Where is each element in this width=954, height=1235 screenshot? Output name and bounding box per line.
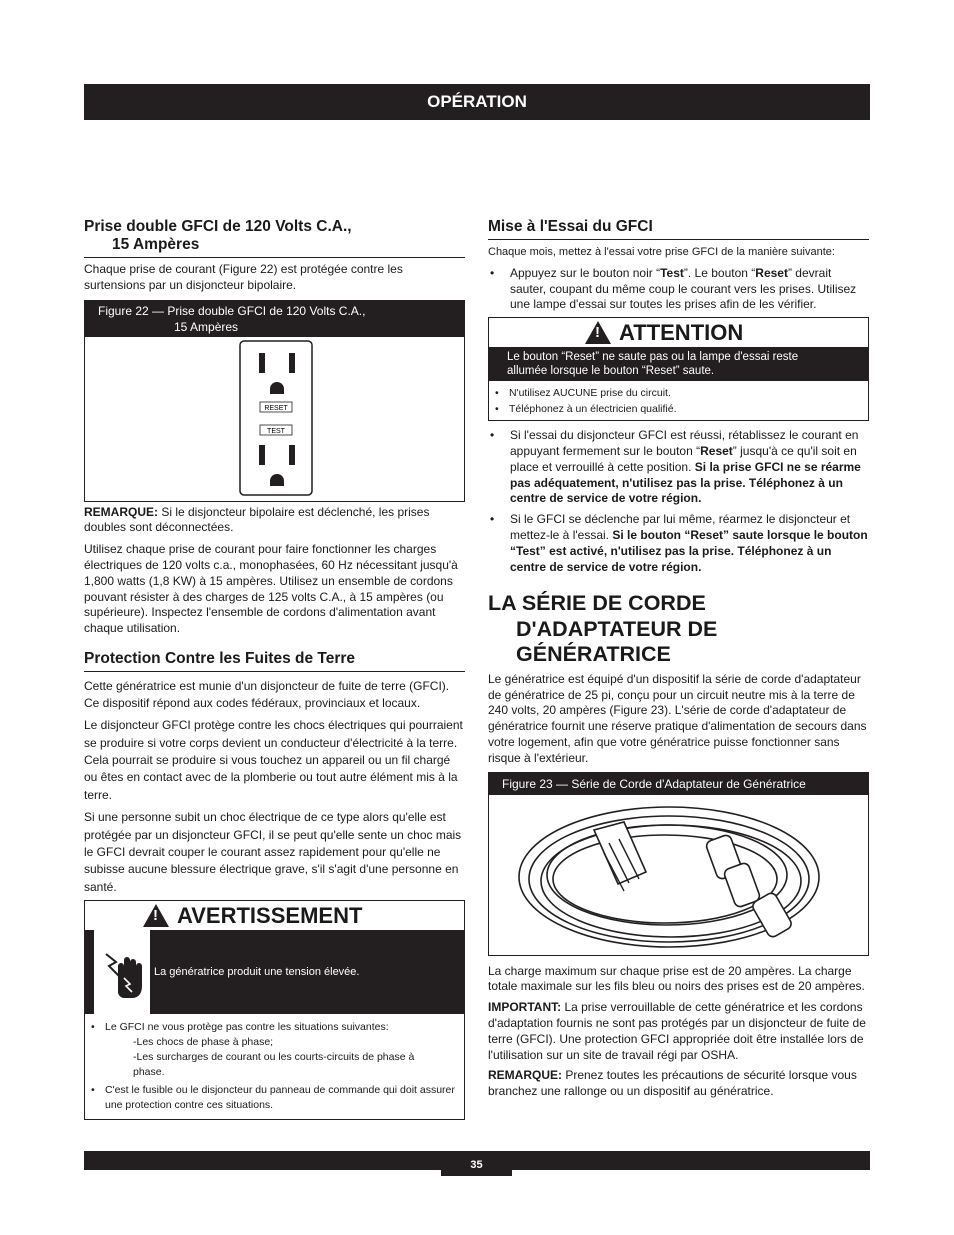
- section-header: OPÉRATION: [84, 84, 870, 120]
- list-item: [89, 1020, 458, 1080]
- attention-banner: Le bouton “Reset” ne saute pas ou la lampe d'essai reste allumée lorsque le bouton “Reset” saute.: [489, 347, 868, 381]
- adapter-cord-illustration: [489, 795, 868, 955]
- list-item: • Téléphonez à un électricien qualifié.: [493, 401, 862, 417]
- figure-22: [84, 300, 465, 502]
- heading-line-2: 15 Ampères: [112, 236, 200, 253]
- text: Si le GFCI se déclenche par lui même, réarmez le disjoncteur et mettez-le à l'essai.: [510, 512, 851, 542]
- attention-list: [489, 381, 868, 420]
- list-item: [488, 428, 869, 507]
- title-line-2: D'ADAPTATEUR DE: [516, 616, 718, 641]
- note-label: REMARQUE:: [84, 504, 158, 519]
- list-item: • C'est le fusible ou le disjoncteur du panneau de commande qui doit assurer une protection contre ces situations.: [89, 1083, 458, 1113]
- paragraph: Chaque prise de courant (Figure 22) est protégée contre les surtensions par un disjoncteur bipolaire.: [84, 262, 403, 292]
- text-bold: Reset: [755, 265, 788, 280]
- important-paragraph: [488, 1000, 869, 1063]
- warning-triangle-icon: [585, 321, 611, 344]
- test-steps-list: [488, 266, 869, 313]
- paragraph: Le génératrice est équipé d'un dispositif la série de corde d'adaptateur de génératrice de 25 pi, conçu pour un circuit neutre mis à la terre de 240 volts, 20 ampères (Figure 23). L'série de corde d'adaptateur de génératrice fournit une réserve pratique d'alimentation de secours dans votre logement, afin que votre génératrice puisse fonctionner sans risque à l'extérieur.: [488, 671, 867, 765]
- paragraph: Chaque mois, mettez à l'essai votre prise GFCI de la manière suivante:: [488, 246, 835, 258]
- paragraph: Cette génératrice est munie d'un disjoncteur de fuite de terre (GFCI). Ce dispositif répond aux codes fédéraux, provinciaux et locaux.: [84, 678, 450, 710]
- list-item: • N'utilisez AUCUNE prise du circuit.: [493, 385, 862, 401]
- attention-title: ATTENTION: [619, 320, 744, 346]
- text-bold: Si la prise GFCI ne se réarme pas adéquatement, n'utilisez pas la prise. Téléphonez à un centre de service de votre région.: [510, 459, 861, 506]
- heading-gfci-outlet: [84, 218, 465, 258]
- warning-box: [84, 900, 465, 1120]
- reset-label: RESET: [264, 404, 288, 412]
- warning-triangle-icon: [143, 904, 169, 927]
- text: ” jusqu'à ce qu'il soit en place et verrouillé à cette position.: [510, 443, 857, 474]
- caption-line-1: Figure 22 — Prise double GFCI de 120 Volts C.A.,: [98, 303, 366, 318]
- list-item-text: Le GFCI ne vous protège pas contre les situations suivantes:: [105, 1021, 389, 1034]
- warning-banner: [85, 930, 464, 1014]
- warning-list: [85, 1014, 464, 1119]
- text-bold: Test: [660, 265, 684, 280]
- attention-header: [489, 318, 868, 347]
- sub-item: -Les chocs de phase à phase;: [133, 1036, 274, 1049]
- note-text: Prenez toutes les précautions de sécurité lorsque vous branchez une rallonge ou un dispositif au génératrice.: [488, 1068, 857, 1099]
- text: Si l'essai du disjoncteur GFCI est réussi, rétablissez le courant en appuyant fermement sur le bouton “: [510, 428, 859, 458]
- figure-image: [85, 337, 464, 501]
- warning-header: [85, 901, 464, 930]
- important-text: La prise verrouillable de cette génératrice et les cordons d'adaptation fournis ne sont pas protégés par un disjoncteur de fuite de terre (GFCI). Une protection GFCI appropriée doit être installée lors de l'utilisation sur un site de travail régi par OSHA.: [488, 1000, 866, 1062]
- text: ” devrait sauter, coupant du même coup le courant vers les prises. Utilisez une lampe d'essai sur toutes les prises afin de les vérifier.: [510, 265, 857, 312]
- paragraph: Si une personne subit un choc électrique de ce type alors qu'elle est protégée par un disjoncteur GFCI, il se peut qu'elle sente un choc mais le GFCI devrait couper le courant assez rapidement pour qu'elle ne subisse aucune blessure électrique grave, s'il s'agit d'une personne en santé.: [84, 810, 462, 894]
- right-column: [488, 218, 869, 1100]
- note-paragraph: [488, 1068, 869, 1100]
- caption-line-2: 15 Ampères: [174, 319, 239, 334]
- note-paragraph: [84, 505, 465, 537]
- warning-text: La génératrice produit une tension élevée.: [154, 966, 360, 979]
- heading-line-1: Prise double GFCI de 120 Volts C.A.,: [84, 218, 352, 235]
- figure-image: [489, 795, 868, 955]
- important-label: IMPORTANT:: [488, 1000, 562, 1015]
- figure-caption: Figure 23 — Série de Corde d'Adaptateur de Génératrice: [489, 773, 868, 795]
- test-label: TEST: [267, 427, 285, 435]
- text: Appuyez sur le bouton noir “: [510, 265, 661, 280]
- section-title: [488, 591, 869, 668]
- figure-caption: [85, 301, 464, 337]
- result-steps-list: [488, 428, 869, 575]
- list-item: [488, 266, 869, 313]
- gfci-outlet-illustration: [85, 337, 464, 501]
- note-text: Si le disjoncteur bipolaire est déclenché, les prises doubles sont déconnectées.: [84, 504, 430, 535]
- text-bold: Si le bouton “Reset” saute lorsque le bouton “Test” est activé, n'utilisez pas la prise. Téléphonez à un centre de service de votre région.: [510, 527, 868, 574]
- text-bold: Reset: [700, 443, 733, 458]
- sub-item: -Les surcharges de courant ou les courts-circuits de phase à phase.: [133, 1051, 415, 1079]
- warning-title: AVERTISSEMENT: [177, 903, 363, 929]
- note-label: REMARQUE:: [488, 1068, 562, 1083]
- paragraph: Le disjoncteur GFCI protège contre les chocs électriques qui pourraient se produire si votre corps devient un conducteur d'électricité à la terre. Cela pourrait se produire si vous touchez un appareil ou un fil chargé ou êtes en contact avec de la plomberie ou tout autre élément mis à la terre.: [84, 718, 463, 802]
- electric-hand-icon: [93, 930, 150, 1014]
- attention-box: [488, 317, 869, 421]
- figure-23: [488, 772, 869, 956]
- page-number: 35: [441, 1151, 512, 1176]
- title-line-1: LA SÉRIE DE CORDE: [488, 591, 706, 616]
- heading-ground-fault: Protection Contre les Fuites de Terre: [84, 650, 465, 672]
- heading-gfci-test: Mise à l'Essai du GFCI: [488, 218, 869, 240]
- text: ”. Le bouton “: [683, 265, 756, 280]
- left-column: [84, 218, 465, 1120]
- paragraph: La charge maximum sur chaque prise est de 20 ampères. La charge totale maximale sur les fils bleu ou noirs des prises est de 20 ampères.: [488, 963, 865, 994]
- list-item: [488, 512, 869, 575]
- paragraph: Utilisez chaque prise de courant pour faire fonctionner les charges électriques de 120 volts c.a., monophasées, 60 Hz nécessitant jusqu'à 1,800 watts (1,8 KW) à 15 ampères. Utilisez un ensemble de cordons pouvant résister à des charges de 125 volts C.A., à 15 ampères (ou supérieure). Inspectez l'ensemble de cordons d'alimentation avant chaque utilisation.: [84, 542, 458, 636]
- title-line-3: GÉNÉRATRICE: [516, 642, 671, 667]
